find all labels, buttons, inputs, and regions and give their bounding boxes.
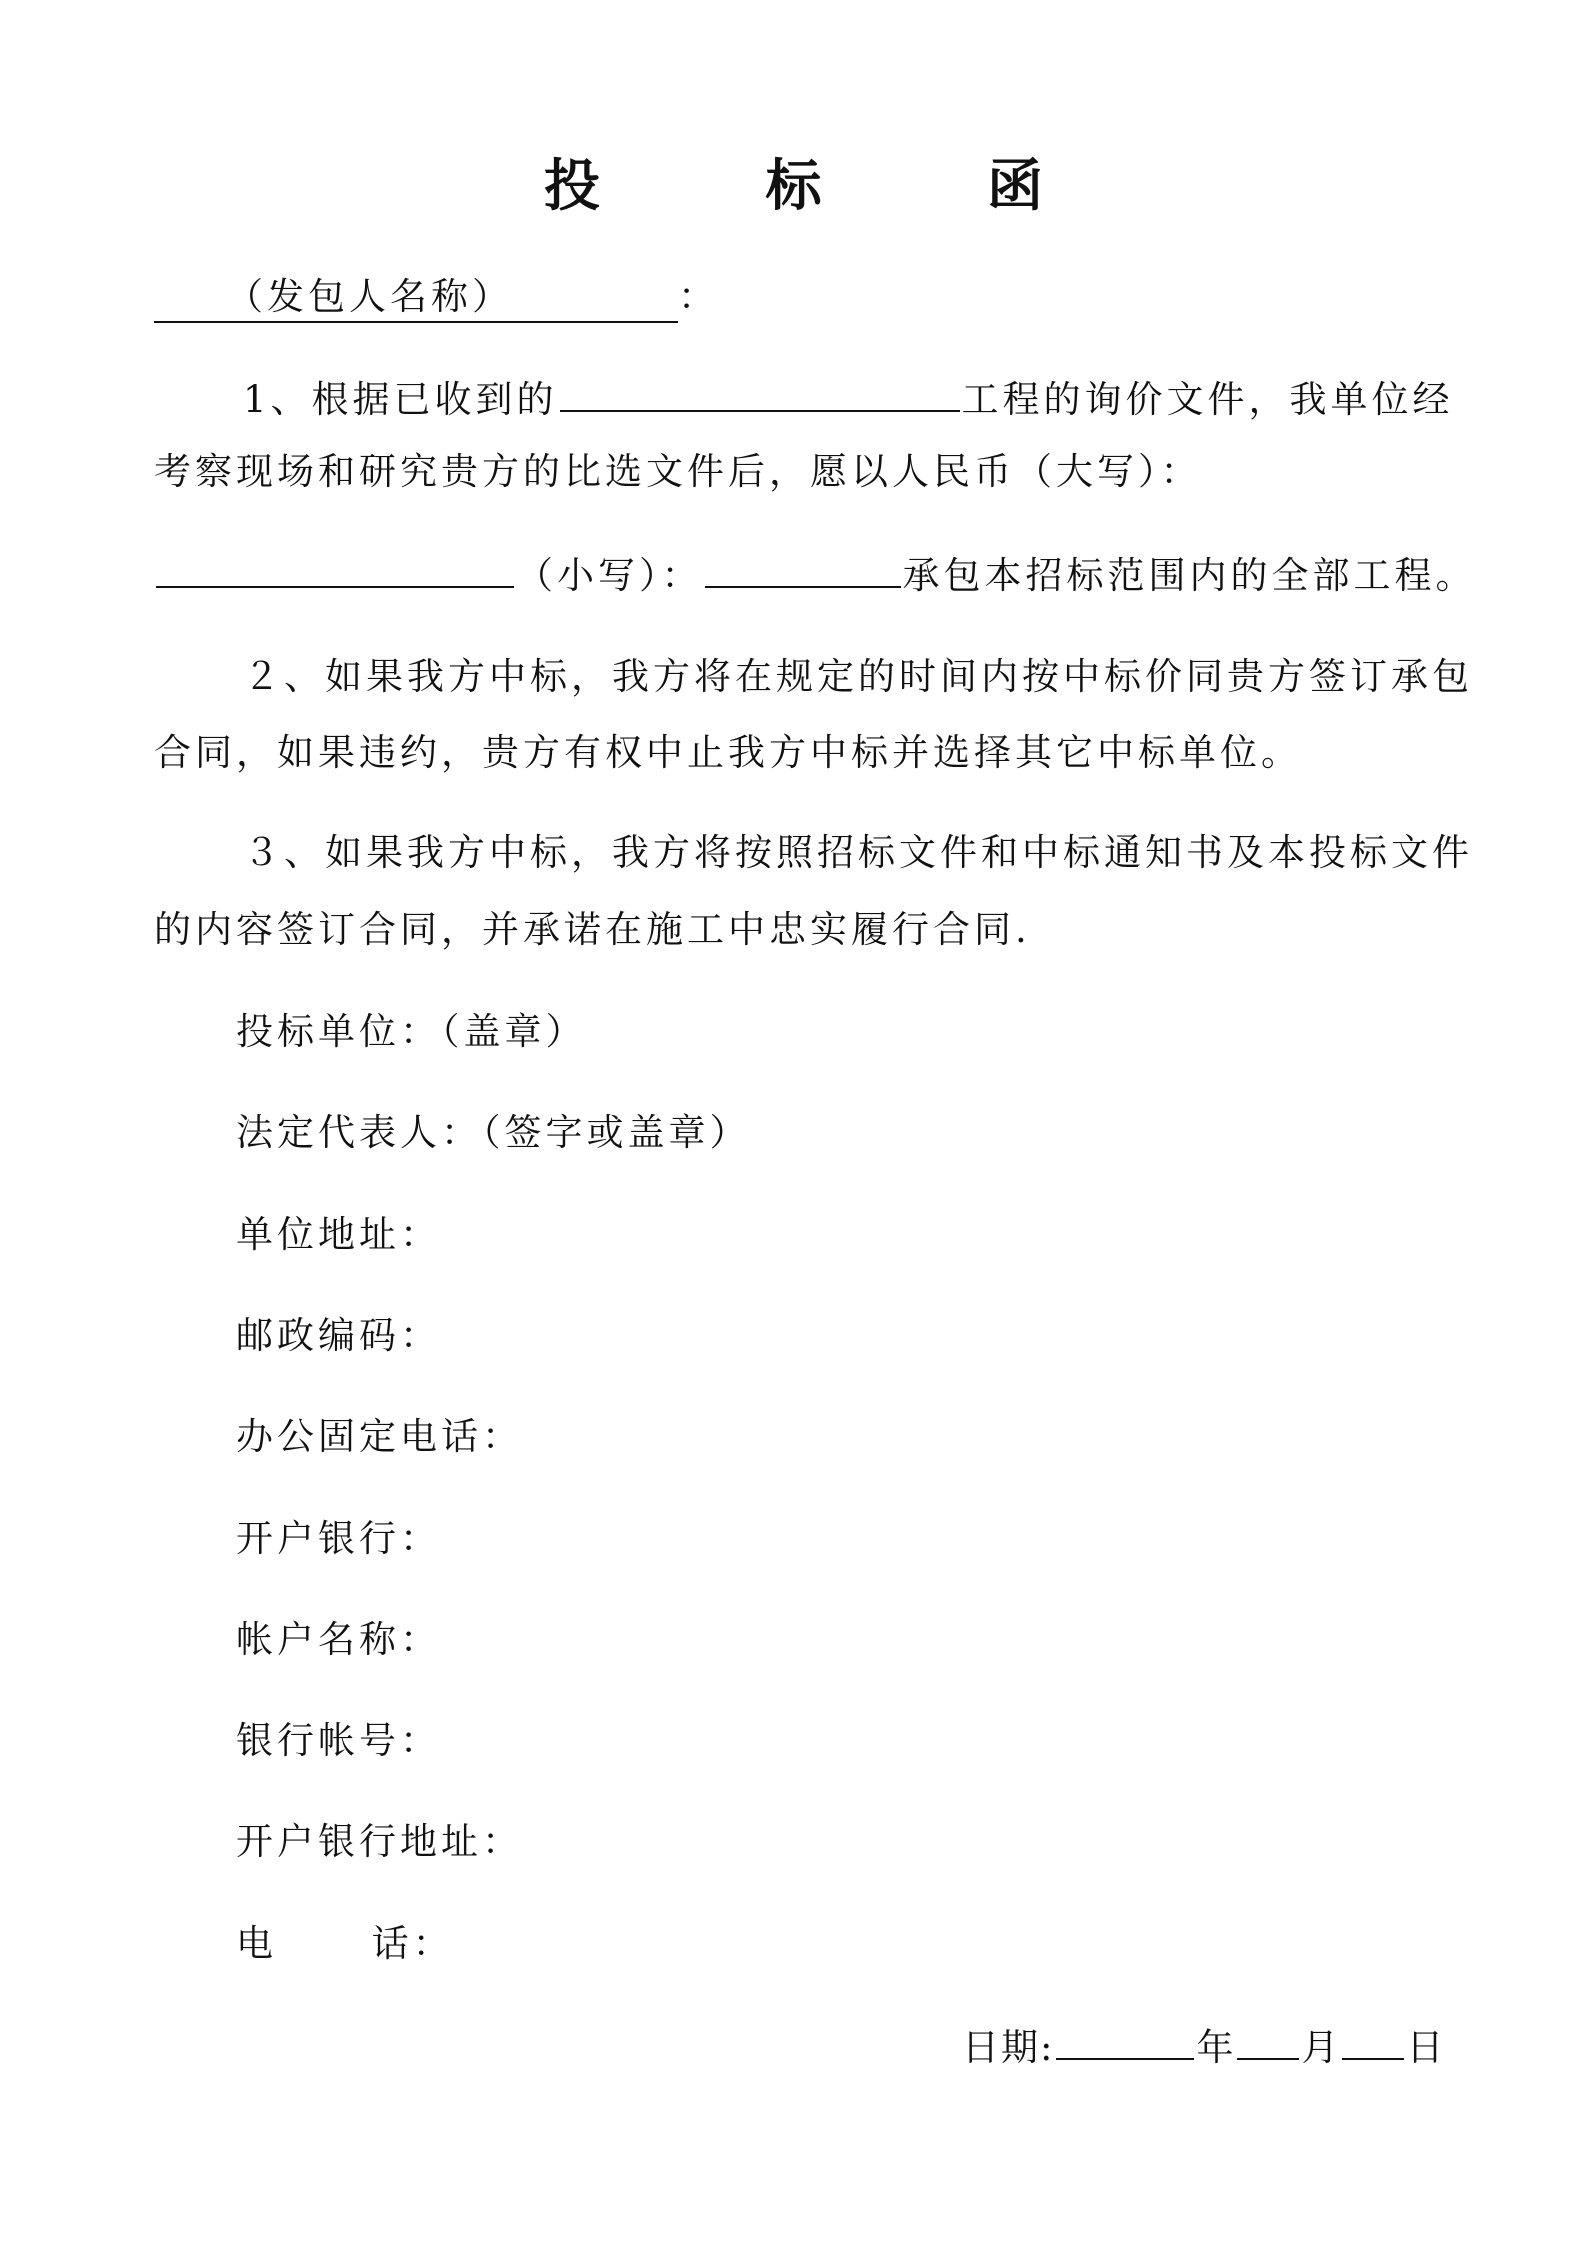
addressee-label: （发包人名称） xyxy=(226,275,513,318)
field-bank-address: 开户银行地址： xyxy=(236,1820,523,1863)
para1-after-blank: 工程的询价文件，我单位经 xyxy=(961,378,1454,421)
date-line xyxy=(962,2020,1445,2073)
title-char: 函 xyxy=(987,154,1043,219)
field-account-name: 帐户名称： xyxy=(236,1618,441,1661)
addressee-colon: ： xyxy=(678,275,719,318)
para1-line1 xyxy=(243,372,1454,425)
field-account-number: 银行帐号： xyxy=(236,1719,441,1762)
para3-line2: 的内容签订合同，并承诺在施工中忠实履行合同. xyxy=(154,908,1031,951)
para1-line2: 考察现场和研究贵方的比选文件后，愿以人民币（大写）： xyxy=(154,450,1202,493)
para1-end: 承包本招标范围内的全部工程。 xyxy=(902,554,1477,597)
field-office-phone: 办公固定电话： xyxy=(236,1415,523,1458)
field-legal-representative: 法定代表人：（签字或盖章） xyxy=(236,1111,751,1154)
para1-line3 xyxy=(154,548,1477,601)
project-name-blank xyxy=(560,372,960,412)
para2-line2: 合同，如果违约，贵方有权中止我方中标并选择其它中标单位。 xyxy=(154,731,1302,774)
para2-line1: ２、如果我方中标，我方将在规定的时间内按中标价同贵方签订承包 xyxy=(243,655,1473,698)
date-label: 日期: xyxy=(962,2026,1055,2069)
addressee-blank xyxy=(154,273,678,323)
para1-start: 1、根据已收到的 xyxy=(243,378,558,421)
para3-line1: ３、如果我方中标，我方将按照招标文件和中标通知书及本投标文件 xyxy=(243,831,1473,874)
day-label: 日 xyxy=(1406,2026,1446,2069)
title-char: 投 xyxy=(544,154,600,219)
year-blank xyxy=(1056,2020,1194,2060)
amount-words-blank xyxy=(156,548,514,588)
field-telephone: 电 话： xyxy=(236,1922,454,1965)
month-blank xyxy=(1237,2020,1299,2060)
field-bidder-unit: 投标单位：（盖章） xyxy=(236,1010,587,1053)
amount-figures-blank xyxy=(705,548,901,588)
field-bank: 开户银行： xyxy=(236,1517,441,1560)
addressee-line xyxy=(154,272,719,323)
field-postal-code: 邮政编码： xyxy=(236,1314,441,1357)
month-label: 月 xyxy=(1301,2026,1341,2069)
document-title xyxy=(0,152,1587,222)
title-char: 标 xyxy=(765,154,822,219)
field-unit-address: 单位地址： xyxy=(236,1213,441,1256)
day-blank xyxy=(1342,2020,1404,2060)
amount-small-label: （小写）： xyxy=(516,554,703,597)
year-label: 年 xyxy=(1196,2026,1236,2069)
